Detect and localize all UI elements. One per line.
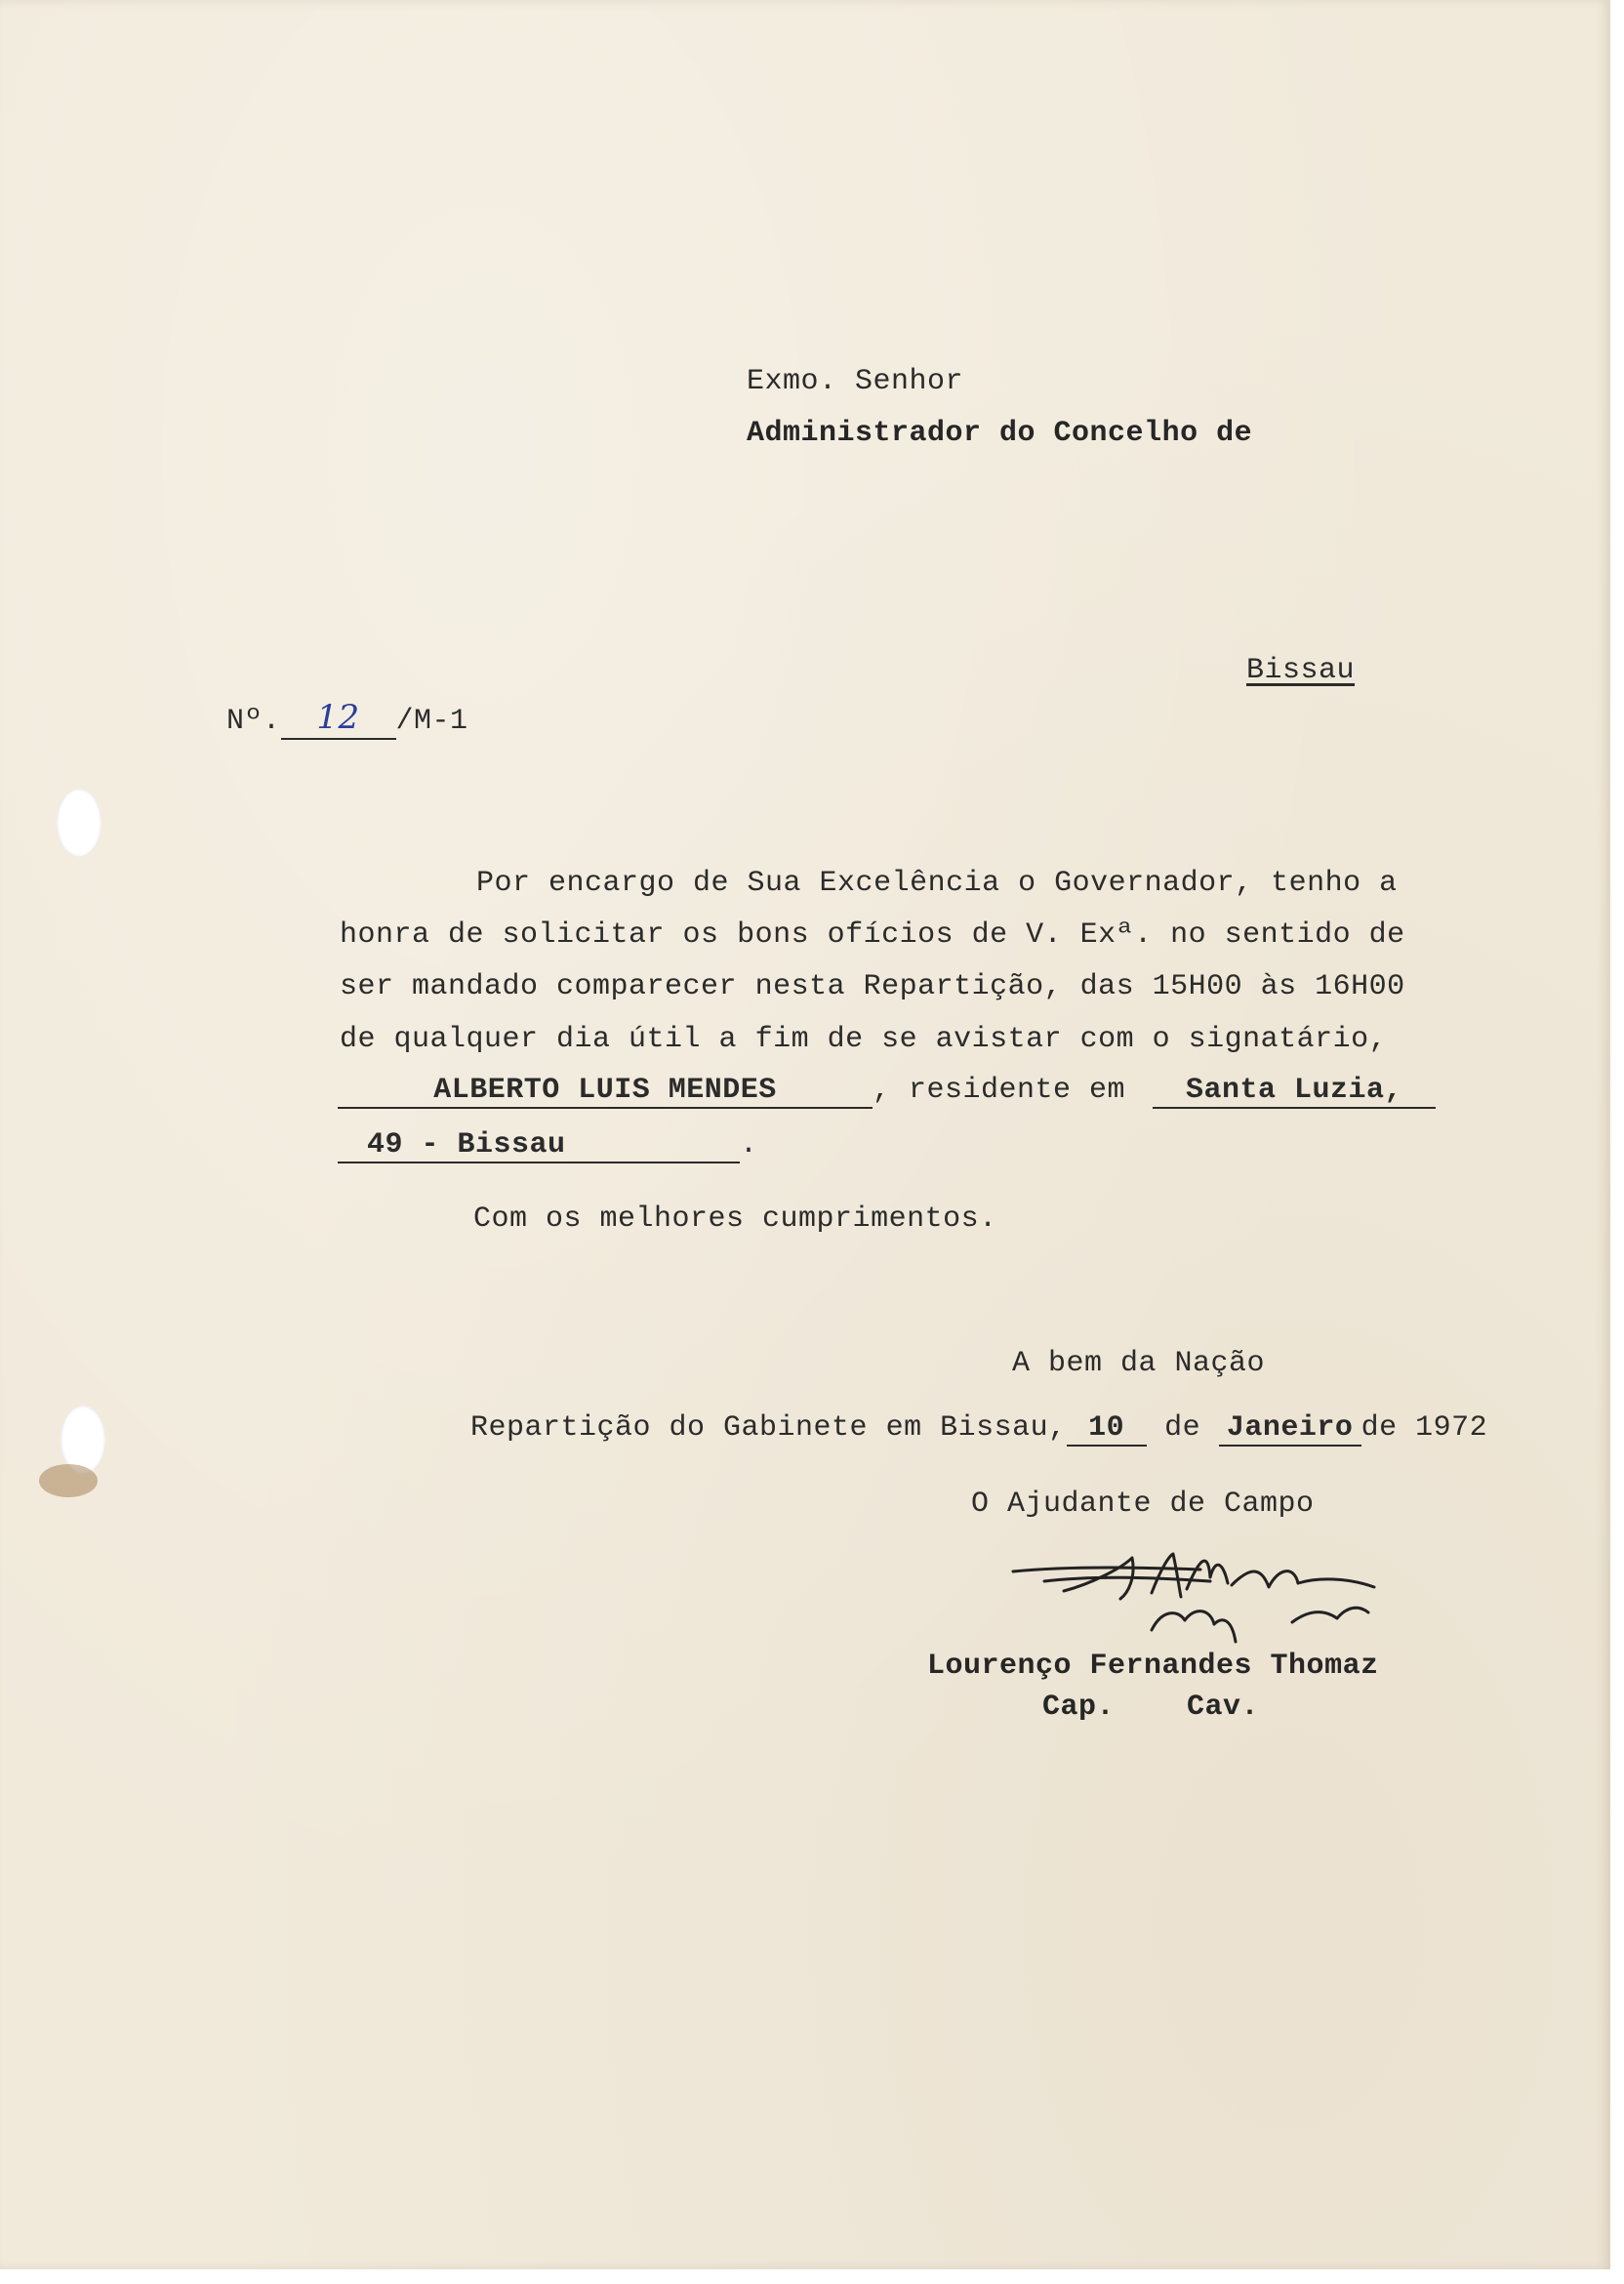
address-field-2 — [338, 1130, 740, 1163]
stain-mark — [39, 1464, 98, 1497]
body-line-3: ser mandado comparecer nesta Repartição, das 15H00 às 16H00 — [340, 970, 1405, 1003]
dateline-prefix: Repartição do Gabinete em Bissau, — [470, 1411, 1067, 1445]
address-part-2: 49 - Bissau — [367, 1128, 566, 1162]
greeting: Com os melhores cumprimentos. — [473, 1203, 997, 1236]
month: Janeiro — [1226, 1411, 1354, 1445]
addressee-place: Bissau — [1246, 654, 1356, 687]
person-name-field — [338, 1076, 873, 1109]
reference-number — [226, 698, 468, 740]
reference-suffix: /M-1 — [395, 705, 468, 738]
body-line-1: Por encargo de Sua Excelência o Governador, tenho a — [476, 867, 1398, 900]
signer-role: O Ajudante de Campo — [971, 1488, 1315, 1521]
signer-rank: Cap. Cav. — [1042, 1691, 1260, 1724]
reference-prefix: Nº. — [226, 705, 281, 738]
handwritten-signature — [1005, 1548, 1435, 1655]
day: 10 — [1088, 1411, 1125, 1445]
signer-name: Lourenço Fernandes Thomaz — [927, 1650, 1379, 1683]
day-field — [1067, 1413, 1147, 1447]
residence-connector: , residente em — [873, 1074, 1126, 1107]
punch-hole-top — [57, 789, 102, 857]
body-line-4: de qualquer dia útil a fim de se avistar com o signatário, — [340, 1023, 1388, 1056]
address-part-1: Santa Luzia, — [1186, 1074, 1403, 1107]
handwritten-number: 12 — [316, 698, 360, 737]
addressee-title: Administrador do Concelho de — [747, 417, 1253, 450]
end-period: . — [740, 1128, 758, 1162]
month-field — [1219, 1413, 1361, 1447]
body-line-2: honra de solicitar os bons ofícios de V. Exª. no sentido de — [340, 918, 1405, 952]
salutation: Exmo. Senhor — [747, 365, 964, 398]
motto: A bem da Nação — [1012, 1347, 1266, 1380]
body-line-6 — [338, 1128, 758, 1163]
address-field-1 — [1153, 1076, 1436, 1109]
body-line-5 — [338, 1074, 1436, 1109]
dateline — [470, 1411, 1487, 1447]
person-name: ALBERTO LUIS MENDES — [433, 1074, 777, 1107]
year: de 1972 — [1360, 1411, 1488, 1445]
dateline-of: de — [1164, 1411, 1201, 1445]
